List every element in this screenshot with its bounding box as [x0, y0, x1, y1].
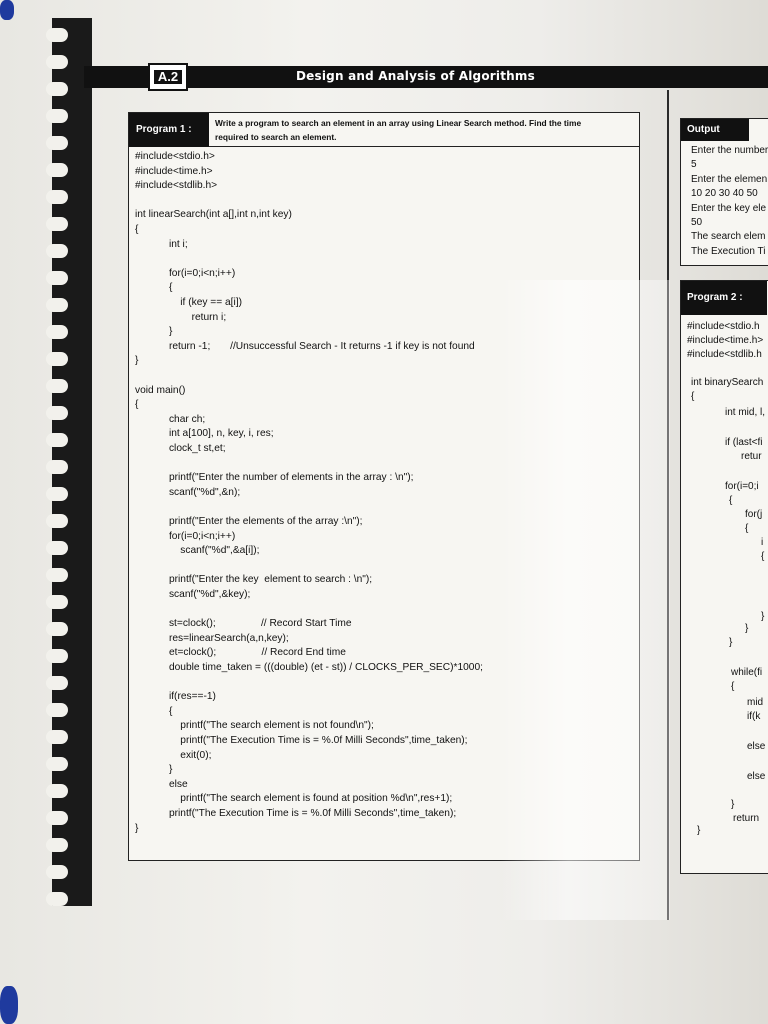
code-line: printf("The Execution Time is = %.0f Milli Seconds",time_taken);: [135, 808, 457, 819]
spiral-ring: [46, 514, 68, 528]
code-line: {: [745, 523, 749, 534]
program-1-box: [128, 112, 640, 861]
code-line: printf("Enter the key element to search : \n");: [135, 574, 373, 586]
spiral-ring: [46, 379, 68, 393]
spiral-ring: [46, 595, 68, 609]
code-line: int i;: [135, 238, 188, 250]
code-line: return -1; //Unsuccessful Search - It returns -1 if key is not found: [135, 340, 475, 352]
code-line: int a[100], n, key, i, res;: [135, 428, 274, 440]
program-1-label: Program 1 :: [129, 113, 209, 147]
spiral-binding: [52, 18, 92, 906]
spiral-ring: [46, 217, 68, 231]
output-line: 5: [691, 159, 697, 171]
spiral-ring: [46, 541, 68, 555]
code-line: st=clock(); // Record Start Time: [135, 618, 352, 630]
spiral-ring: [46, 271, 68, 285]
code-line: for(i=0;i: [725, 481, 759, 492]
code-line: else: [747, 771, 766, 782]
spiral-ring: [46, 730, 68, 744]
spiral-ring: [46, 703, 68, 717]
code-line: retur: [741, 451, 762, 462]
code-line: {: [691, 391, 695, 402]
code-line: }: [729, 637, 733, 648]
code-line: void main(): [135, 384, 186, 396]
code-line: }: [135, 822, 139, 834]
spiral-ring: [46, 28, 68, 42]
code-line: for(i=0;i<n;i++): [135, 267, 236, 279]
code-line: printf("The search element is not found\n");: [135, 720, 374, 732]
spiral-ring: [46, 460, 68, 474]
code-line: res=linearSearch(a,n,key);: [135, 632, 289, 644]
code-line: {: [135, 399, 139, 411]
spiral-ring: [46, 109, 68, 123]
program-2-box: [680, 280, 768, 874]
code-line: {: [135, 282, 173, 294]
code-line: }: [135, 764, 173, 776]
spiral-ring: [46, 82, 68, 96]
code-line: char ch;: [135, 413, 206, 425]
code-line: {: [729, 495, 733, 506]
spiral-ring: [46, 757, 68, 771]
spiral-ring: [46, 190, 68, 204]
code-line: for(j: [745, 509, 763, 520]
output-line: 50: [691, 217, 703, 228]
code-line: for(i=0;i<n;i++): [135, 530, 236, 542]
code-line: else: [135, 778, 188, 790]
code-line: printf("The search element is found at position %d\n",res+1);: [135, 793, 453, 805]
code-line: #include<stdlib.h: [687, 349, 762, 360]
code-line: scanf("%d",&a[i]);: [135, 545, 260, 557]
blue-corner-mark-top: [0, 0, 14, 20]
output-box: [680, 118, 768, 266]
description-line-1: Write a program to search an element in an array using Linear Search method. Find the time: [215, 118, 582, 128]
description-line-2: required to search an element.: [215, 132, 337, 142]
code-line: }: [745, 623, 749, 634]
spiral-ring: [46, 811, 68, 825]
code-line: scanf("%d",&n);: [135, 486, 241, 498]
spiral-ring: [46, 487, 68, 501]
spiral-ring: [46, 406, 68, 420]
code-line: }: [731, 799, 735, 810]
code-line: double time_taken = (((double) (et - st)) / CLOCKS_PER_SEC)*1000;: [135, 662, 483, 673]
code-line: #include<time.h>: [135, 165, 213, 177]
code-line: }: [761, 611, 765, 622]
code-line: }: [135, 355, 139, 367]
spiral-ring: [46, 676, 68, 690]
code-line: {: [761, 551, 765, 562]
blue-corner-mark-bottom: [0, 986, 18, 1024]
output-line: Enter the elemen: [691, 173, 768, 185]
section-number: A.2: [148, 63, 188, 91]
code-line: {: [135, 224, 139, 235]
code-line: return i;: [135, 311, 227, 323]
spiral-ring: [46, 865, 68, 879]
spiral-ring: [46, 163, 68, 177]
code-line: int mid, l,: [725, 407, 766, 418]
code-line: exit(0);: [135, 749, 212, 761]
code-line: et=clock(); // Record End time: [135, 647, 346, 659]
spiral-ring: [46, 136, 68, 150]
code-line: #include<time.h>: [687, 335, 764, 346]
output-label: Output: [681, 119, 749, 141]
spiral-ring: [46, 55, 68, 69]
spiral-ring: [46, 244, 68, 258]
code-line: }: [135, 326, 173, 338]
code-line: #include<stdio.h>: [135, 151, 215, 162]
spiral-ring: [46, 352, 68, 366]
output-line: Enter the key ele: [691, 202, 767, 214]
code-line: mid: [747, 697, 764, 708]
spiral-ring: [46, 622, 68, 636]
book-title: Design and Analysis of Algorithms: [296, 69, 535, 83]
spiral-ring: [46, 568, 68, 582]
spiral-ring: [46, 649, 68, 663]
spiral-ring: [46, 433, 68, 447]
spiral-ring: [46, 298, 68, 312]
code-line: printf("Enter the number of elements in the array : \n");: [135, 472, 414, 484]
code-line: printf("Enter the elements of the array :\n");: [135, 516, 363, 527]
output-line: The Execution Ti: [691, 245, 766, 257]
output-line: Enter the number: [691, 145, 768, 156]
code-line: if(k: [747, 711, 761, 722]
code-line: scanf("%d",&key);: [135, 589, 251, 600]
code-line: }: [697, 825, 701, 836]
spiral-ring: [46, 325, 68, 339]
code-line: #include<stdio.h: [687, 321, 760, 332]
code-line: while(fi: [731, 667, 763, 678]
code-line: if(res==-1): [135, 691, 216, 703]
code-line: return: [733, 813, 760, 824]
code-line: else: [747, 741, 766, 752]
spiral-ring: [46, 838, 68, 852]
code-line: int linearSearch(int a[],int n,int key): [135, 209, 292, 221]
code-line: {: [135, 705, 173, 717]
output-line: 10 20 30 40 50: [691, 188, 758, 200]
program-2-label: Program 2 :: [681, 281, 767, 315]
code-line: if (last<fi: [725, 437, 763, 448]
spiral-ring: [46, 784, 68, 798]
right-page: [676, 0, 768, 1024]
output-line: The search elem: [691, 231, 766, 243]
code-line: clock_t st,et;: [135, 443, 226, 454]
spiral-ring: [46, 892, 68, 906]
code-line: #include<stdlib.h>: [135, 180, 218, 192]
code-line: i: [761, 537, 764, 548]
code-line: {: [731, 681, 735, 692]
code-line: int binarySearch: [691, 377, 764, 388]
code-line: if (key == a[i]): [135, 297, 242, 308]
code-line: printf("The Execution Time is = %.0f Milli Seconds",time_taken);: [135, 735, 468, 746]
program-1-description: [209, 113, 639, 147]
page-divider: [667, 90, 669, 920]
